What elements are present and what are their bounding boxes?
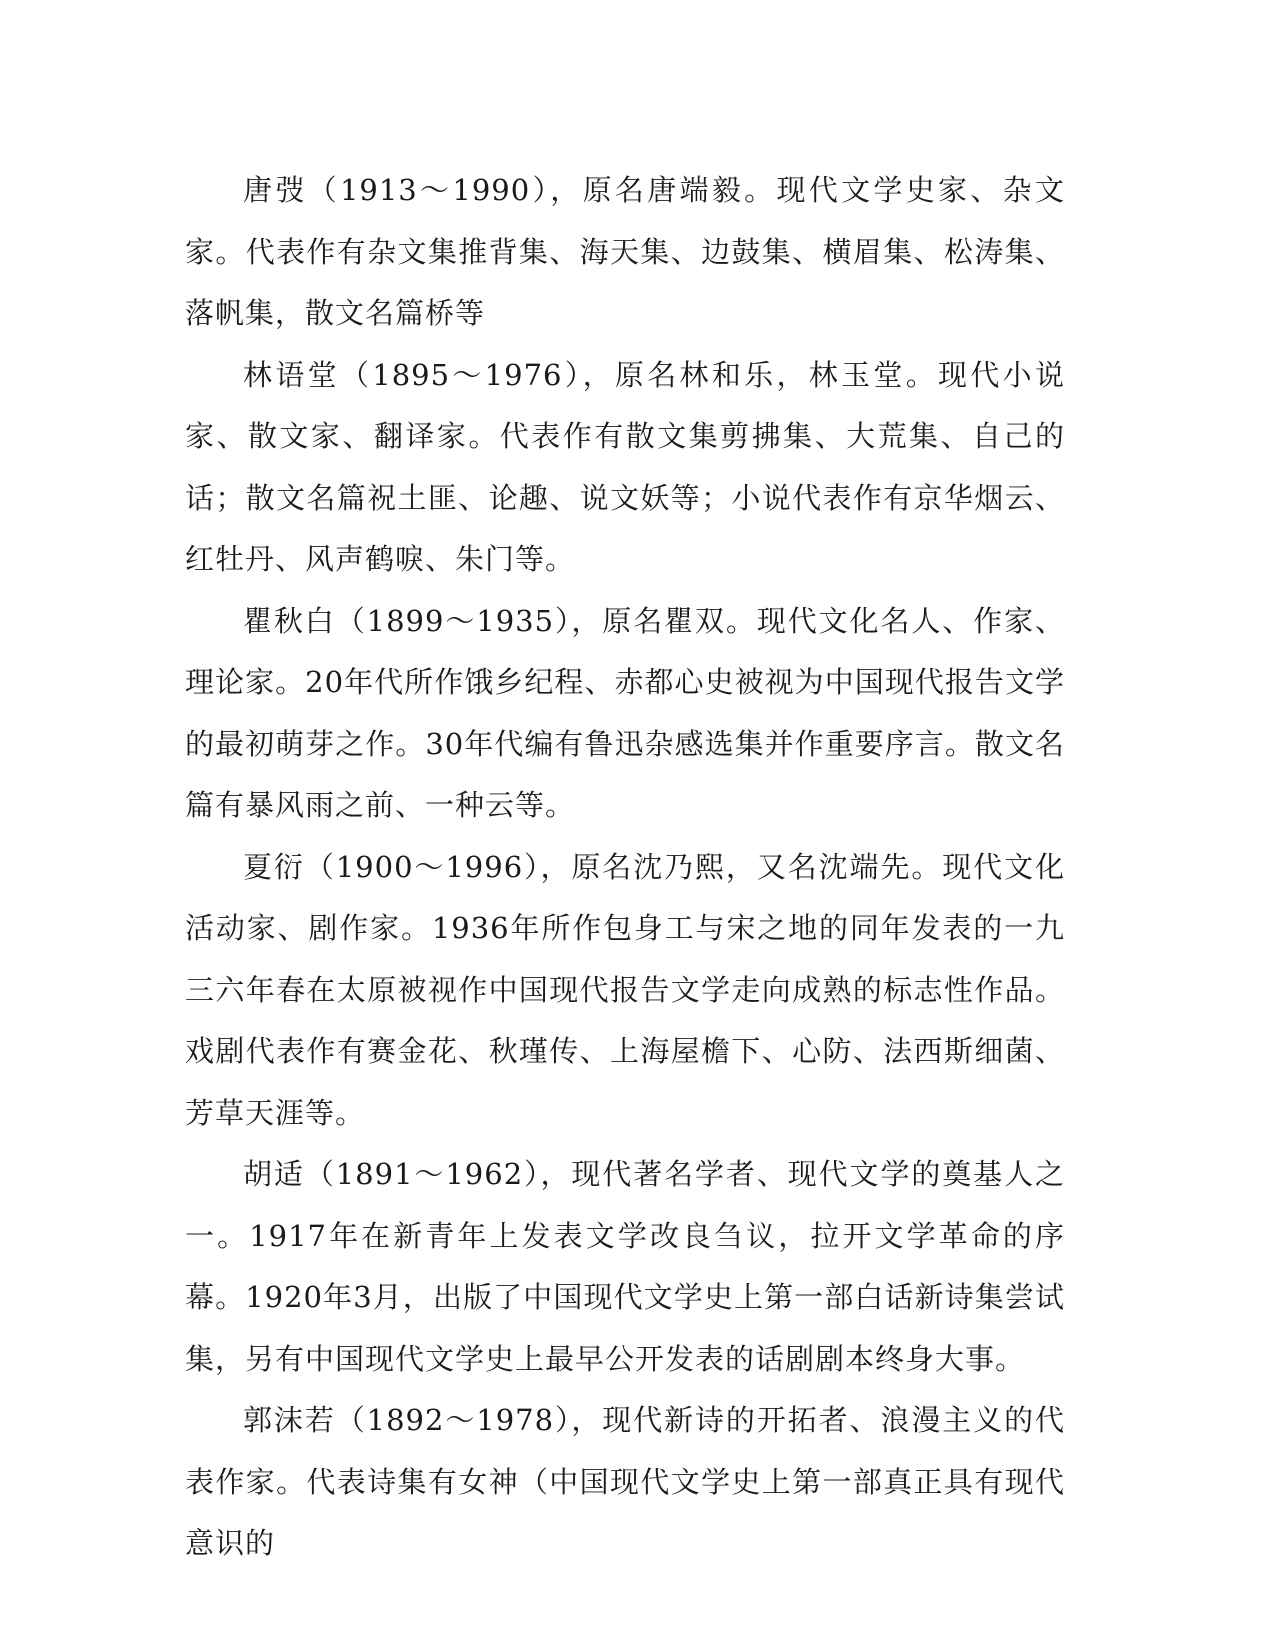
paragraph-qu-qiubai: 瞿秋白（1899～1935），原名瞿双。现代文化名人、作家、理论家。20年代所作饿乡纪程、赤都心史被视为中国现代报告文学的最初萌芽之作。30年代编有鲁迅杂感选集并作重要序言。散文名篇有暴风雨之前、一种云等。	[185, 603, 1065, 822]
paragraph-hu-shi: 胡适（1891～1962），现代著名学者、现代文学的奠基人之一。1917年在新青年上发表文学改良刍议，拉开文学革命的序幕。1920年3月，出版了中国现代文学史上第一部白话新诗集尝试集，另有中国现代文学史上最早公开发表的话剧剧本终身大事。	[185, 1157, 1065, 1376]
document-body	[185, 160, 1065, 1575]
paragraph-lin-yutang: 林语堂（1895～1976），原名林和乐，林玉堂。现代小说家、散文家、翻译家。代表作有散文集剪拂集、大荒集、自己的话；散文名篇祝土匪、论趣、说文妖等；小说代表作有京华烟云、红牡丹、风声鹤唳、朱门等。	[185, 357, 1065, 576]
paragraph-tang-tao: 唐弢（1913～1990），原名唐端毅。现代文学史家、杂文家。代表作有杂文集推背集、海天集、边鼓集、横眉集、松涛集、落帆集，散文名篇桥等	[185, 173, 1065, 330]
paragraph-xia-yan: 夏衍（1900～1996），原名沈乃熙，又名沈端先。现代文化活动家、剧作家。1936年所作包身工与宋之地的同年发表的一九三六年春在太原被视作中国现代报告文学走向成熟的标志性作品。戏剧代表作有赛金花、秋瑾传、上海屋檐下、心防、法西斯细菌、芳草天涯等。	[185, 849, 1065, 1130]
paragraph-guo-moruo: 郭沫若（1892～1978），现代新诗的开拓者、浪漫主义的代表作家。代表诗集有女神（中国现代文学史上第一部真正具有现代意识的	[185, 1403, 1065, 1560]
